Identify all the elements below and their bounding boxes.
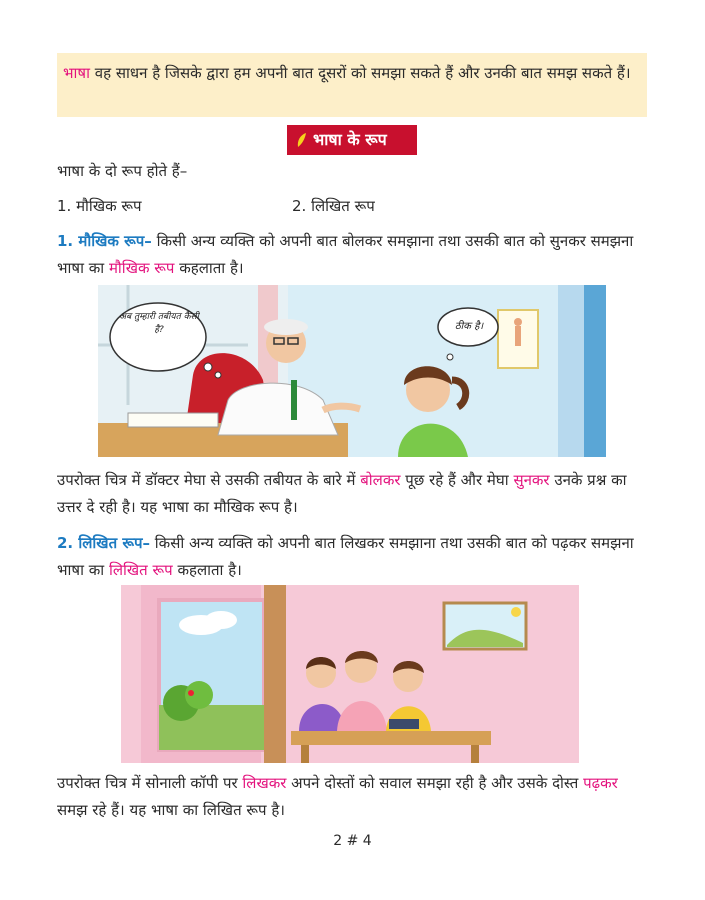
oral-definition xyxy=(57,228,647,282)
written-caption-kw-2: पढ़कर xyxy=(583,774,618,792)
written-caption-text-1: उपरोक्त चित्र में सोनाली कॉपी पर xyxy=(57,774,238,792)
form-oral-item: 1. मौखिक रूप xyxy=(57,197,142,215)
intro-text: भाषा के दो रूप होते हैं– xyxy=(57,162,188,180)
oral-caption-text-2: पूछ रहे हैं और मेघा xyxy=(405,471,509,489)
oral-caption xyxy=(57,467,647,521)
written-caption-text-3: समझ रहे हैं। यह भाषा का लिखित रूप है। xyxy=(57,801,285,819)
definition-keyword: भाषा xyxy=(63,64,90,82)
written-text-2: कहलाता है। xyxy=(177,561,242,579)
written-caption-kw-1: लिखकर xyxy=(242,774,287,792)
doctor-girl-illustration xyxy=(98,285,606,457)
oral-caption-text-1: उपरोक्त चित्र में डॉक्टर मेघा से उसकी तबीयत के बारे में xyxy=(57,471,356,489)
definition-body: वह साधन है जिसके द्वारा हम अपनी बात दूसरों को समझा सकते हैं और उनकी बात समझ सकते हैं। xyxy=(94,64,631,82)
children-writing-scene xyxy=(121,585,579,763)
page-number: 2 # 4 xyxy=(333,833,372,849)
written-caption-text-2: अपने दोस्तों को सवाल समझा रही है और उसके दोस्त xyxy=(291,774,579,792)
definition-text xyxy=(63,60,643,87)
section-heading xyxy=(287,125,417,155)
form-written-item: 2. लिखित रूप xyxy=(292,197,375,215)
written-label: 2. लिखित रूप– xyxy=(57,534,151,552)
girl-speech-bubble-text: ठीक है। xyxy=(454,321,484,332)
doctor-speech-bubble-text: अब तुम्हारी तबीयत कैसी है? xyxy=(119,312,199,335)
written-keyword: लिखित रूप xyxy=(108,561,173,579)
doctor-girl-scene xyxy=(98,285,606,457)
oral-text-2: कहलाता है। xyxy=(179,259,244,277)
oral-label: 1. मौखिक रूप– xyxy=(57,232,152,250)
written-caption xyxy=(57,770,647,824)
leaf-icon xyxy=(295,132,307,148)
oral-caption-kw-2: सुनकर xyxy=(513,471,550,489)
section-heading-text: भाषा के रूप xyxy=(313,130,387,149)
children-writing-illustration xyxy=(121,585,579,763)
written-definition xyxy=(57,530,647,584)
written-text-1: किसी अन्य व्यक्ति को अपनी बात लिखकर समझाना तथा उसकी बात को पढ़कर समझना भाषा का xyxy=(57,534,634,579)
oral-caption-kw-1: बोलकर xyxy=(360,471,401,489)
oral-text-1: किसी अन्य व्यक्ति को अपनी बात बोलकर समझाना तथा उसकी बात को सुनकर समझना भाषा का xyxy=(57,232,634,277)
oral-keyword: मौखिक रूप xyxy=(108,259,175,277)
oral-caption-text-3: उनके प्रश्न का उत्तर दे रही है। यह भाषा का मौखिक रूप है। xyxy=(57,471,627,516)
